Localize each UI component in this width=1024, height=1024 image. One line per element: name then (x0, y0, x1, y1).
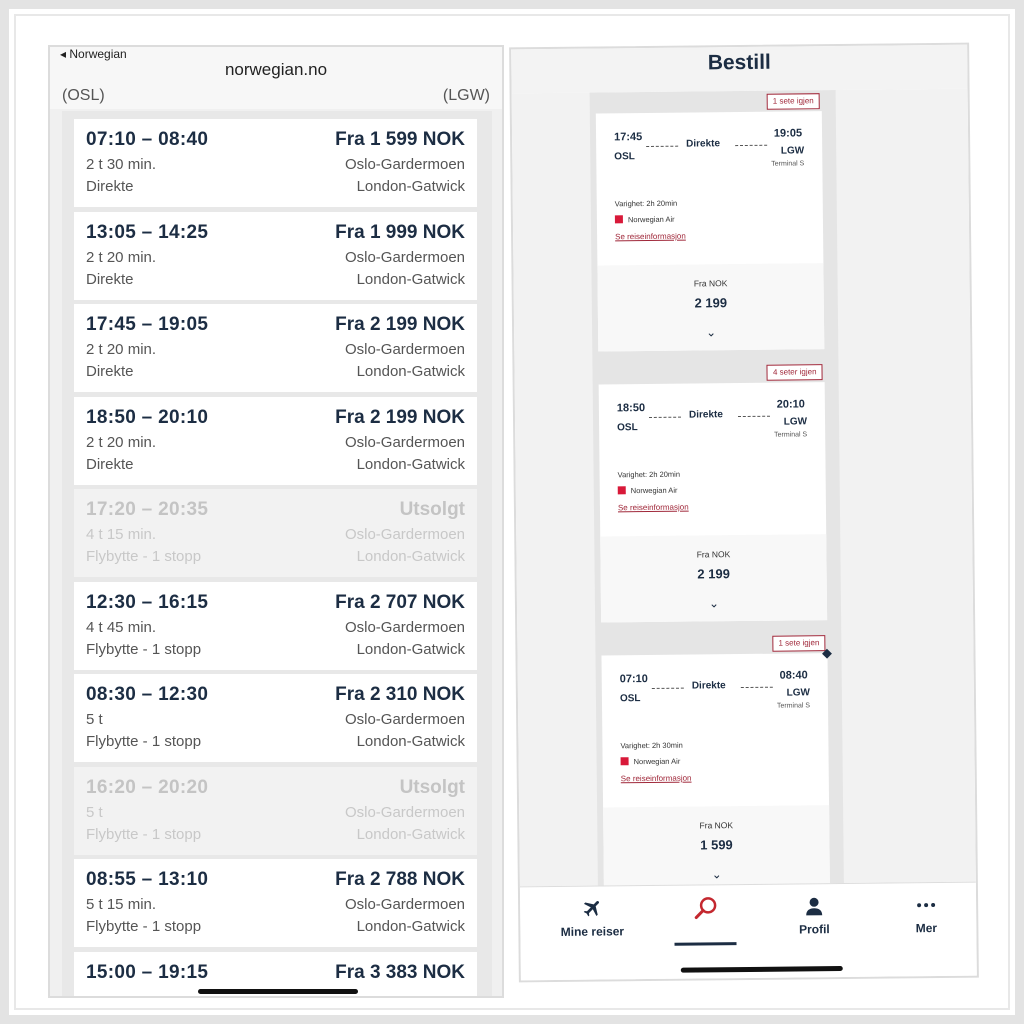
direct-label: Direkte (688, 409, 723, 421)
destination-airport: London-Gatwick (356, 548, 465, 565)
duration-label: Varighet: 2h 30min (620, 740, 683, 751)
flight-duration: 5 t (86, 711, 103, 728)
flight-card[interactable] (74, 119, 477, 207)
destination-code: LGW (783, 416, 808, 428)
departure-time: 17:45 (614, 131, 643, 144)
url-bar[interactable]: norwegian.no (224, 60, 328, 79)
flight-price: Utsolgt (399, 776, 465, 798)
active-tab-indicator (675, 942, 737, 946)
departure-time: 07:10 (619, 673, 648, 686)
route-line (649, 417, 681, 418)
flight-duration: 2 t 20 min. (86, 248, 157, 266)
flight-times: 13:05 – 14:25 (86, 221, 209, 243)
flight-offer-card[interactable] (601, 638, 829, 886)
flight-times: 16:20 – 20:20 (86, 776, 209, 798)
page-title: Bestill (707, 50, 771, 75)
destination-airport: London-Gatwick (356, 733, 465, 750)
carrier (621, 757, 681, 767)
arrival-time: 08:40 (779, 669, 808, 682)
flight-stops: Direkte (86, 363, 134, 380)
direct-label: Direkte (686, 138, 721, 150)
arrival-time: 20:10 (776, 398, 805, 411)
price-section[interactable] (603, 805, 830, 886)
flight-card[interactable] (74, 304, 477, 392)
flight-list (62, 111, 492, 998)
arrival-time: 19:05 (773, 127, 803, 140)
route-line (741, 687, 773, 688)
flight-price: Utsolgt (399, 499, 465, 520)
origin-airport: Oslo-Gardermoen (344, 803, 465, 821)
destination-code: LGW (780, 145, 805, 157)
travel-info-link[interactable]: Se reiseinformasjon (617, 502, 689, 513)
flight-stops: Flybytte - 1 stopp (86, 733, 202, 750)
route-line (738, 416, 770, 417)
tab-label: Mine reiser (560, 924, 625, 939)
flight-times: 07:10 – 08:40 (86, 129, 209, 150)
flight-offer-card[interactable] (599, 367, 827, 622)
profile-icon (764, 894, 864, 919)
destination-airport: London-Gatwick (356, 455, 465, 473)
seats-left-badge: 1 sete igjen (767, 93, 820, 110)
destination-airport: London-Gatwick (356, 918, 465, 935)
duration-label: Varighet: 2h 20min (614, 198, 678, 209)
flight-price: Fra 2 310 NOK (335, 684, 465, 705)
flight-stops: Flybytte - 1 stopp (86, 548, 202, 565)
home-indicator (198, 989, 358, 994)
flight-card[interactable] (74, 397, 477, 485)
more-icon (876, 893, 976, 918)
destination-airport: London-Gatwick (356, 363, 465, 380)
carrier (618, 486, 678, 496)
tab-profil[interactable] (764, 894, 864, 937)
flight-stops: Direkte (86, 270, 134, 288)
flight-price: Fra 1 999 NOK (335, 221, 465, 243)
norwegian-logo-icon (618, 486, 626, 494)
route-line (646, 146, 678, 147)
price-amount: 1 599 (700, 837, 733, 853)
flight-stops: Direkte (86, 178, 134, 195)
carrier-name: Norwegian Air (633, 756, 681, 767)
norwegian-logo-icon (615, 215, 623, 223)
flight-times: 17:20 – 20:35 (86, 499, 209, 520)
price-amount: 2 199 (697, 566, 730, 582)
seats-left-badge: 1 sete igjen (772, 635, 825, 652)
browser-bar (50, 47, 502, 90)
tab-bar (520, 882, 977, 983)
flight-offer-card[interactable] (596, 96, 824, 351)
chevron-down-icon[interactable]: ⌄ (708, 596, 720, 611)
duration-label: Varighet: 2h 20min (617, 469, 681, 480)
tab-mer[interactable] (876, 893, 976, 936)
flight-times: 08:55 – 13:10 (86, 869, 209, 890)
origin-airport: Oslo-Gardermoen (344, 526, 465, 543)
destination-airport: London-Gatwick (356, 270, 465, 288)
travel-info-link[interactable]: Se reiseinformasjon (620, 773, 692, 784)
destination-code: LGW (786, 687, 810, 699)
tab-label: Profil (798, 922, 830, 937)
flight-price: Fra 3 383 NOK (335, 961, 465, 983)
booking-screen (509, 43, 979, 983)
flight-card[interactable] (74, 582, 477, 670)
route-line (652, 688, 684, 689)
flight-price: Fra 2 707 NOK (335, 591, 465, 613)
flight-price: Fra 2 199 NOK (335, 406, 465, 428)
home-indicator (681, 966, 843, 973)
flight-card (74, 489, 477, 577)
terminal-label: Terminal S (774, 431, 808, 439)
flight-price: Fra 1 599 NOK (335, 129, 465, 150)
price-currency-label: Fra NOK (699, 820, 734, 831)
app-header (511, 45, 967, 94)
travel-info-link[interactable]: Se reiseinformasjon (615, 231, 686, 242)
destination-airport: London-Gatwick (356, 640, 465, 658)
flight-duration: 2 t 20 min. (86, 433, 157, 451)
tab-mine-reiser[interactable] (542, 896, 642, 939)
destination-airport: London-Gatwick (356, 178, 465, 195)
flight-times: 12:30 – 16:15 (86, 591, 209, 613)
flight-card[interactable] (74, 212, 477, 300)
flight-stops: Flybytte - 1 stopp (86, 918, 202, 935)
flight-card[interactable] (74, 859, 477, 947)
chevron-down-icon[interactable]: ⌄ (706, 325, 717, 340)
terminal-label: Terminal S (776, 702, 811, 710)
flight-card (74, 767, 477, 855)
departure-time: 18:50 (616, 402, 646, 415)
carrier-name: Norwegian Air (627, 214, 675, 225)
origin-airport: Oslo-Gardermoen (344, 711, 465, 728)
flight-duration: 2 t 30 min. (86, 156, 157, 173)
chevron-down-icon[interactable]: ⌄ (711, 867, 722, 882)
origin-airport: Oslo-Gardermoen (344, 341, 465, 358)
seats-left-badge: 4 seter igjen (767, 364, 823, 381)
destination-code: (LGW) (442, 87, 490, 104)
terminal-label: Terminal S (771, 160, 805, 168)
flight-duration: 4 t 15 min. (86, 526, 157, 543)
flight-times: 18:50 – 20:10 (86, 406, 209, 428)
flight-stops: Flybytte - 1 stopp (86, 825, 202, 843)
price-currency-label: Fra NOK (696, 549, 731, 560)
route-header (50, 89, 502, 109)
back-to-app-link[interactable]: ◂ Norwegian (60, 47, 127, 61)
flight-price: Fra 2 199 NOK (335, 314, 465, 335)
tab-label (656, 923, 756, 924)
origin-airport: Oslo-Gardermoen (344, 896, 465, 913)
airplane-icon (542, 896, 642, 921)
results-scroll (512, 89, 976, 887)
tab-search[interactable] (656, 895, 756, 924)
direct-label: Direkte (691, 680, 726, 692)
flight-card[interactable] (74, 674, 477, 762)
flight-price: Fra 2 788 NOK (335, 869, 465, 890)
tab-label: Mer (915, 921, 938, 936)
origin-airport: Oslo-Gardermoen (344, 433, 465, 451)
origin-code: OSL (617, 422, 638, 434)
flight-times: 17:45 – 19:05 (86, 314, 209, 335)
price-amount: 2 199 (694, 295, 728, 311)
results-column (590, 90, 844, 886)
norwegian-logo-icon (621, 757, 629, 765)
flight-duration: 5 t (86, 803, 103, 821)
origin-airport: Oslo-Gardermoen (344, 618, 465, 636)
destination-airport: London-Gatwick (356, 825, 465, 843)
flight-duration: 5 t 15 min. (86, 896, 157, 913)
origin-code: OSL (614, 151, 635, 163)
price-section[interactable] (600, 534, 827, 622)
flight-times: 15:00 – 19:15 (86, 961, 209, 983)
carrier-name: Norwegian Air (630, 485, 678, 496)
flight-duration: 4 t 45 min. (86, 618, 157, 636)
flight-duration: 2 t 20 min. (86, 341, 157, 358)
origin-code: OSL (619, 693, 641, 705)
search-icon (656, 895, 756, 920)
route-line (735, 145, 767, 146)
price-currency-label: Fra NOK (693, 278, 728, 289)
origin-airport: Oslo-Gardermoen (344, 248, 465, 266)
flight-list-screen (48, 45, 504, 998)
carrier (615, 215, 675, 225)
flight-stops: Flybytte - 1 stopp (86, 640, 202, 658)
tag-icon (822, 649, 832, 659)
origin-code: (OSL) (62, 87, 105, 104)
flight-times: 08:30 – 12:30 (86, 684, 209, 705)
flight-stops: Direkte (86, 455, 134, 473)
price-section[interactable] (597, 263, 824, 351)
origin-airport: Oslo-Gardermoen (344, 156, 465, 173)
